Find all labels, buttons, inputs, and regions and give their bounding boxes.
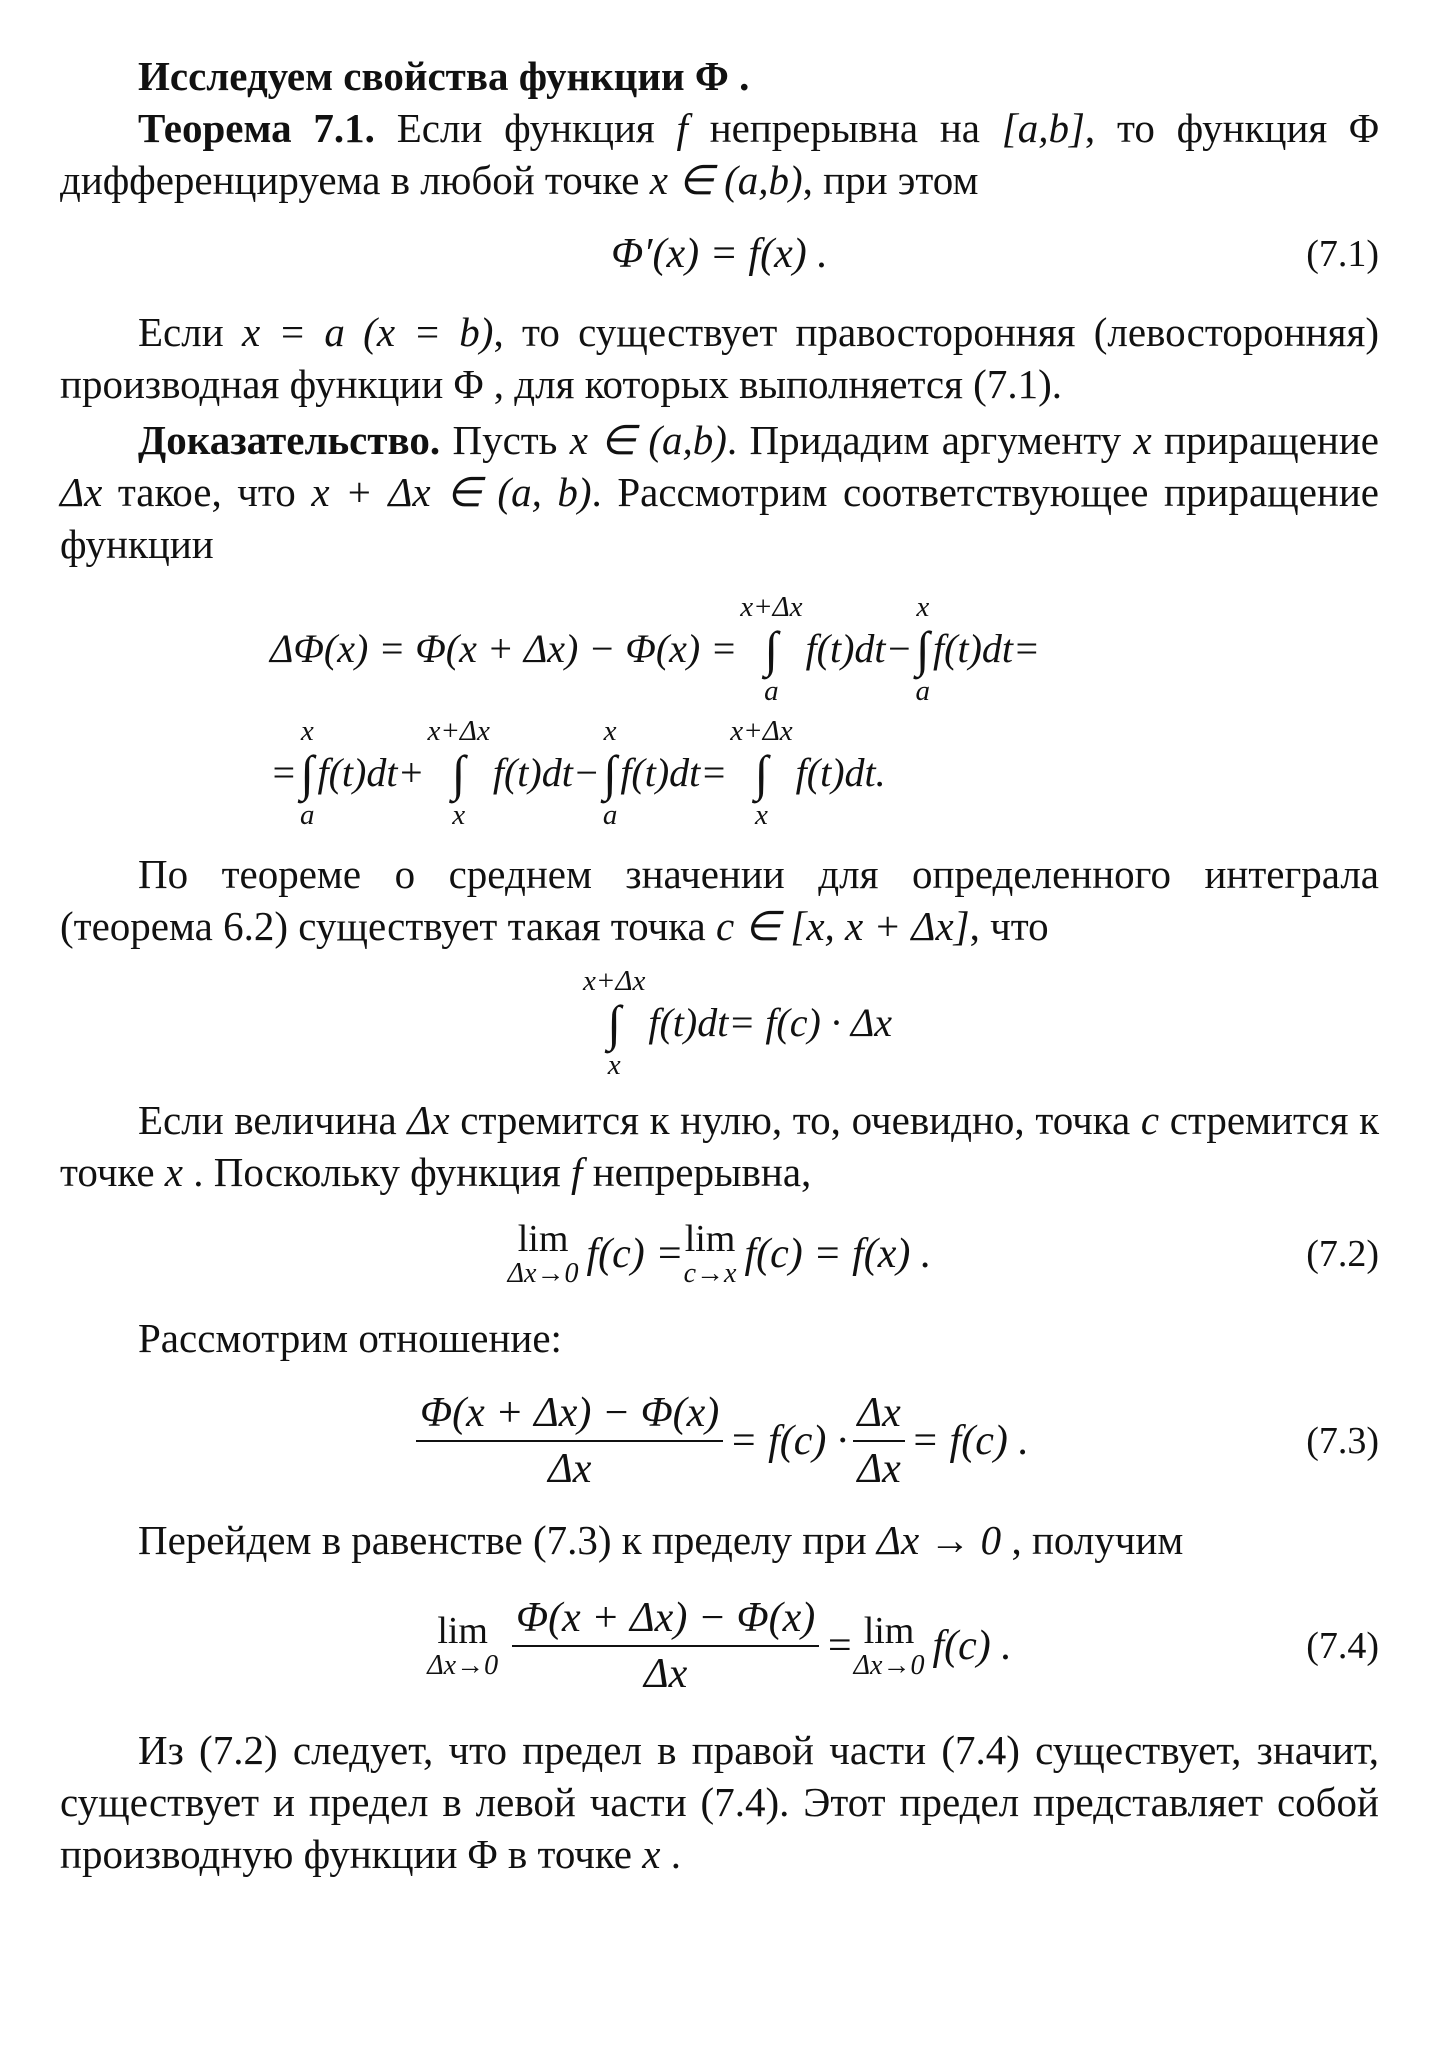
- conclusion-x: x: [642, 1831, 661, 1877]
- boundary-cond: x = a (x = b): [241, 309, 494, 355]
- eq71-number: (7.1): [1306, 233, 1379, 275]
- eq74-fraction: [512, 1595, 819, 1697]
- eq73-number: (7.3): [1306, 1420, 1379, 1462]
- eq74-lim-1-sub: Δx→0: [427, 1650, 499, 1681]
- mean-text-a: По теореме о среднем значении для определенного интеграла (теорема 6.2) существует такая точка: [60, 851, 1379, 949]
- equation-7-1: [60, 224, 1379, 284]
- eq73-fraction-1: [416, 1390, 723, 1492]
- proof-x-in-ab: x ∈ (a,b): [569, 417, 727, 463]
- intro-line: Исследуем свойства функции Φ .: [138, 53, 750, 99]
- mean-integral: [583, 964, 645, 1082]
- l2-integral-2-lower: x: [452, 799, 466, 831]
- conclusion-text-b: .: [660, 1831, 681, 1877]
- boundary-text-a: Если: [138, 309, 242, 355]
- limit-text-b: стремится к нулю, то, очевидно, точка: [449, 1097, 1141, 1143]
- eq73-denominator-2: Δx: [857, 1446, 901, 1492]
- l2-integral-2: [427, 714, 489, 832]
- limit-f: f: [571, 1149, 583, 1195]
- integral-sign: ∫: [607, 995, 622, 1051]
- eq72-lim-2: [684, 1219, 737, 1289]
- l2-integrand-2: f(t)dt: [492, 750, 573, 795]
- l2-integrand-1: f(t)dt: [317, 750, 398, 795]
- proof-paragraph: [60, 414, 1379, 570]
- eq71-body: Φ′(x) = f(x) .: [611, 231, 828, 277]
- ratio-paragraph: Рассмотрим отношение:: [138, 1315, 562, 1361]
- mean-c-in: c ∈ [x, x + Δx]: [715, 903, 970, 949]
- l2-integral-4-upper: x+Δx: [730, 715, 793, 747]
- proof-text-e: . Рассмотрим соответствующее приращение функции: [60, 469, 1379, 567]
- proof-dx: Δx: [60, 469, 103, 515]
- eq73-numerator: Φ(x + Δx) − Φ(x): [416, 1390, 723, 1442]
- limit-x: x: [164, 1149, 183, 1195]
- theorem-paragraph: [60, 102, 1379, 206]
- pass-text-a: Перейдем в равенстве (7.3) к пределу при: [138, 1517, 877, 1563]
- line2-end: .: [875, 750, 886, 795]
- theorem-text-d: , при этом: [802, 157, 979, 203]
- eq73-denominator: Δx: [548, 1446, 592, 1492]
- eq74-lim-2-sub: Δx→0: [853, 1650, 925, 1681]
- eq-end-1: =: [1013, 626, 1041, 671]
- plus: +: [397, 750, 425, 795]
- eq73-fraction-2: [853, 1390, 904, 1492]
- proof-x: x: [1133, 417, 1152, 463]
- theorem-interval: [a,b]: [1001, 105, 1085, 151]
- theorem-text-b: непрерывна на: [687, 105, 1002, 151]
- proof-text-d: такое, что: [102, 469, 312, 515]
- l2-integral-3-upper: x: [603, 715, 617, 747]
- equation-7-2: [60, 1214, 1379, 1294]
- theorem-label: Теорема 7.1.: [138, 105, 375, 151]
- limit-c: c: [1140, 1097, 1160, 1143]
- mean-text-b: , что: [969, 903, 1049, 949]
- l2-integral-3: [603, 714, 618, 832]
- eq74-number: (7.4): [1306, 1625, 1379, 1667]
- eq73-end: = f(c) .: [910, 1418, 1029, 1464]
- integral-sign: ∫: [764, 621, 779, 677]
- eq74-lim-1-word: lim: [437, 1610, 488, 1652]
- eq74-lim-2: [854, 1611, 925, 1681]
- delta-eq-line-2: [270, 714, 1379, 832]
- l2-integral-4: [730, 714, 792, 832]
- integral-sign: ∫: [603, 745, 617, 801]
- conclusion-paragraph: [60, 1724, 1379, 1880]
- l2-integral-3-lower: a: [602, 799, 618, 831]
- pass-text-b: , получим: [1001, 1517, 1184, 1563]
- line2-start: =: [270, 750, 297, 795]
- integral-2-lower: a: [915, 675, 931, 707]
- eq72-lim-1-word: lim: [517, 1218, 569, 1260]
- delta-lhs: ΔΦ(x) = Φ(x + Δx) − Φ(x) =: [270, 626, 738, 671]
- eq72-lim-1: [508, 1219, 579, 1289]
- eq72-lim-1-sub: Δx→0: [507, 1258, 579, 1289]
- integral-1-lower: a: [764, 675, 779, 707]
- limit-text-d: . Поскольку функция: [183, 1149, 572, 1195]
- delta-eq-line-1: [270, 590, 1379, 708]
- eq74-lim-2-word: lim: [863, 1610, 915, 1652]
- eq74-denominator: Δx: [644, 1651, 688, 1697]
- boundary-text-b: , то существует правосторонняя (левосторонняя) производная функции Φ , для которых выполняется (7.1).: [60, 309, 1379, 407]
- equation-7-3: [60, 1386, 1379, 1496]
- eq72-f2: f(c) = f(x) .: [744, 1231, 932, 1277]
- proof-x-dx-in-ab: x + Δx ∈ (a, b): [311, 469, 592, 515]
- l2-integrand-3: f(t)dt: [620, 750, 701, 795]
- theorem-text-c: , то функция Φ дифференцируема в любой точке: [60, 105, 1379, 203]
- eq72-lim-2-sub: c→x: [683, 1258, 737, 1289]
- mean-integral-upper: x+Δx: [583, 965, 646, 997]
- eq73-numerator-2: Δx: [853, 1390, 904, 1442]
- mean-integral-lower: x: [607, 1049, 621, 1081]
- theorem-text-a: Если функция: [374, 105, 677, 151]
- theorem-x-in-ab: x ∈ (a,b): [649, 157, 803, 203]
- mean-integrand: f(t)dt: [648, 1000, 729, 1045]
- l2-integral-1: [300, 714, 315, 832]
- limit-paragraph: [60, 1094, 1379, 1198]
- integral-2-upper: x: [916, 591, 930, 623]
- l2-integral-4-lower: x: [755, 799, 768, 831]
- minus-2: −: [572, 750, 600, 795]
- l2-integral-2-upper: x+Δx: [427, 715, 490, 747]
- integral-1-upper: x+Δx: [740, 591, 803, 623]
- pass-cond: Δx → 0: [876, 1517, 1002, 1563]
- integrand-1: f(t)dt: [805, 626, 886, 671]
- l2-integrand-4: f(t)dt: [795, 750, 876, 795]
- eq74-end: f(c) .: [932, 1623, 1012, 1669]
- boundary-paragraph: [60, 306, 1379, 410]
- limit-text-e: непрерывна,: [582, 1149, 812, 1195]
- integral-sign: ∫: [754, 745, 769, 801]
- integral-sign: ∫: [915, 621, 930, 677]
- integral-2: [916, 590, 931, 708]
- pass-paragraph: [60, 1514, 1379, 1566]
- conclusion-text-a: Из (7.2) следует, что предел в правой части (7.4) существует, значит, существует и предел в левой части (7.4). Этот предел представляет собой производную функции Φ в точке: [60, 1727, 1379, 1877]
- l2-integral-1-lower: a: [300, 799, 315, 831]
- integral-1: [740, 590, 802, 708]
- eq72-number: (7.2): [1306, 1233, 1379, 1275]
- mean-rhs: = f(c) · Δx: [728, 1000, 893, 1045]
- minus-1: −: [885, 626, 913, 671]
- eq74-numerator: Φ(x + Δx) − Φ(x): [512, 1595, 819, 1647]
- limit-dx: Δx: [407, 1097, 450, 1143]
- eq-2: =: [700, 750, 728, 795]
- eq73-mid: = f(c) ·: [729, 1418, 848, 1464]
- l2-integral-1-upper: x: [300, 715, 314, 747]
- proof-text-a: Пусть: [440, 417, 570, 463]
- theorem-f: f: [676, 105, 688, 151]
- mean-equation: [580, 964, 1379, 1082]
- integral-sign: ∫: [451, 745, 466, 801]
- eq72-f1: f(c) =: [586, 1231, 684, 1277]
- proof-text-b: . Придадим аргументу: [726, 417, 1134, 463]
- integral-sign: ∫: [300, 745, 315, 801]
- eq74-lim-1: [427, 1611, 498, 1681]
- proof-label: Доказательство.: [138, 417, 441, 463]
- integrand-2: f(t)dt: [933, 626, 1014, 671]
- limit-text-a: Если величина: [138, 1097, 408, 1143]
- eq72-lim-2-word: lim: [684, 1218, 736, 1260]
- proof-text-c: приращение: [1151, 417, 1379, 463]
- eq74-mid: =: [825, 1623, 854, 1669]
- limit-text-c: стремится к точке: [60, 1097, 1379, 1195]
- mean-value-paragraph: [60, 848, 1379, 952]
- equation-7-4: [60, 1586, 1379, 1706]
